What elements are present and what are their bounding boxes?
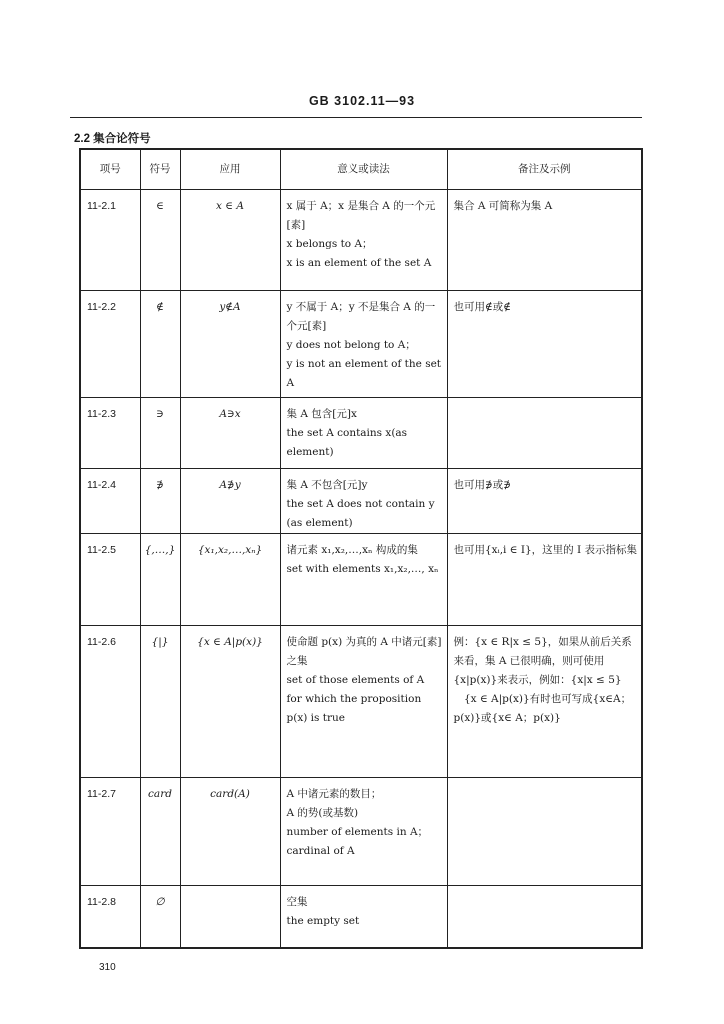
meaning-line: set with elements x₁,x₂,…, xₙ bbox=[286, 563, 439, 575]
notes-cell bbox=[447, 886, 642, 948]
set-theory-symbols-table bbox=[79, 148, 643, 949]
meaning-cell bbox=[280, 469, 447, 534]
notes-cell bbox=[447, 469, 642, 534]
item-number: 11-2.7 bbox=[80, 778, 140, 886]
table-row bbox=[80, 626, 642, 778]
table-row bbox=[80, 398, 642, 469]
item-number: 11-2.1 bbox=[80, 190, 140, 291]
item-number: 11-2.8 bbox=[80, 886, 140, 948]
note-line: 也可用{xᵢ,i ∈ I}，这里的 I 表示指标集 bbox=[453, 544, 638, 556]
column-header: 项号 bbox=[80, 149, 140, 190]
meaning-line: the empty set bbox=[286, 915, 360, 927]
notes-cell bbox=[447, 626, 642, 778]
meaning-line: the set A contains x(as element) bbox=[286, 427, 408, 458]
table-row bbox=[80, 778, 642, 886]
section-title: 2.2 集合论符号 bbox=[74, 133, 151, 145]
table-row bbox=[80, 190, 642, 291]
table-row bbox=[80, 886, 642, 948]
meaning-line: set of those elements of A for which the proposition p(x) is true bbox=[286, 674, 425, 724]
symbol-cell: ∋ bbox=[140, 398, 180, 469]
application-cell: x ∈ A bbox=[180, 190, 280, 291]
symbol-cell: ∈ bbox=[140, 190, 180, 291]
item-number: 11-2.4 bbox=[80, 469, 140, 534]
meaning-line: A 的势(或基数) bbox=[286, 807, 359, 819]
column-header: 应用 bbox=[180, 149, 280, 190]
application-cell: {x₁,x₂,…,xₙ} bbox=[180, 534, 280, 626]
meaning-cell bbox=[280, 778, 447, 886]
item-number: 11-2.2 bbox=[80, 291, 140, 398]
meaning-line: the set A does not contain y (as element) bbox=[286, 498, 435, 529]
table-row bbox=[80, 534, 642, 626]
meaning-cell bbox=[280, 190, 447, 291]
item-number: 11-2.3 bbox=[80, 398, 140, 469]
meaning-line: x belongs to A； bbox=[286, 238, 373, 250]
application-cell: A∌y bbox=[180, 469, 280, 534]
page-number: 310 bbox=[99, 962, 116, 973]
column-header: 意义或读法 bbox=[280, 149, 447, 190]
symbol-cell: ∌ bbox=[140, 469, 180, 534]
application-cell: {x ∈ A|p(x)} bbox=[180, 626, 280, 778]
meaning-cell bbox=[280, 626, 447, 778]
item-number: 11-2.5 bbox=[80, 534, 140, 626]
notes-cell bbox=[447, 534, 642, 626]
header-rule bbox=[70, 117, 642, 118]
note-line: 也可用∌或∌ bbox=[453, 479, 512, 491]
table-row bbox=[80, 469, 642, 534]
meaning-line: y does not belong to A； bbox=[286, 339, 416, 351]
meaning-cell bbox=[280, 398, 447, 469]
meaning-line: 集 A 包含[元]x bbox=[286, 408, 357, 420]
meaning-cell bbox=[280, 534, 447, 626]
meaning-line: A 中诸元素的数目； bbox=[286, 788, 382, 800]
notes-cell bbox=[447, 778, 642, 886]
notes-cell bbox=[447, 190, 642, 291]
notes-cell bbox=[447, 291, 642, 398]
table-row bbox=[80, 291, 642, 398]
notes-cell bbox=[447, 398, 642, 469]
symbol-cell: ∉ bbox=[140, 291, 180, 398]
item-number: 11-2.6 bbox=[80, 626, 140, 778]
note-line: 集合 A 可简称为集 A bbox=[453, 200, 553, 212]
symbol-cell: {|} bbox=[140, 626, 180, 778]
meaning-cell bbox=[280, 886, 447, 948]
meaning-line: cardinal of A bbox=[286, 845, 355, 857]
meaning-line: number of elements in A； bbox=[286, 826, 429, 838]
column-header: 备注及示例 bbox=[447, 149, 642, 190]
application-cell: A∋x bbox=[180, 398, 280, 469]
standard-header: GB 3102.11—93 bbox=[308, 94, 416, 108]
application-cell: y∉A bbox=[180, 291, 280, 398]
meaning-line: y 不属于 A；y 不是集合 A 的一个元[素] bbox=[286, 301, 436, 332]
column-header: 符号 bbox=[140, 149, 180, 190]
meaning-line: y is not an element of the set A bbox=[286, 358, 442, 389]
symbol-cell: ∅ bbox=[140, 886, 180, 948]
meaning-cell bbox=[280, 291, 447, 398]
note-line: 也可用∉或∉ bbox=[453, 301, 512, 313]
meaning-line: 诸元素 x₁,x₂,…,xₙ 构成的集 bbox=[286, 544, 418, 556]
meaning-line: 集 A 不包含[元]y bbox=[286, 479, 368, 491]
symbol-cell: card bbox=[140, 778, 180, 886]
table-header-row bbox=[80, 149, 642, 190]
note-line: 例：{x ∈ R|x ≤ 5}，如果从前后关系来看，集 A 已很明确，则可使用{x|p(x)}来表示，例如：{x|x ≤ 5} bbox=[453, 636, 632, 686]
meaning-line: 空集 bbox=[286, 896, 308, 908]
meaning-line: x is an element of the set A bbox=[286, 257, 432, 269]
application-cell bbox=[180, 886, 280, 948]
application-cell: card(A) bbox=[180, 778, 280, 886]
symbol-cell: {,…,} bbox=[140, 534, 180, 626]
meaning-line: 使命题 p(x) 为真的 A 中诸元[素]之集 bbox=[286, 636, 442, 667]
note-line: {x ∈ A|p(x)}有时也可写成{x∈A；p(x)}或{x∈ A；p(x)} bbox=[453, 693, 632, 724]
meaning-line: x 属于 A；x 是集合 A 的一个元[素] bbox=[286, 200, 436, 231]
